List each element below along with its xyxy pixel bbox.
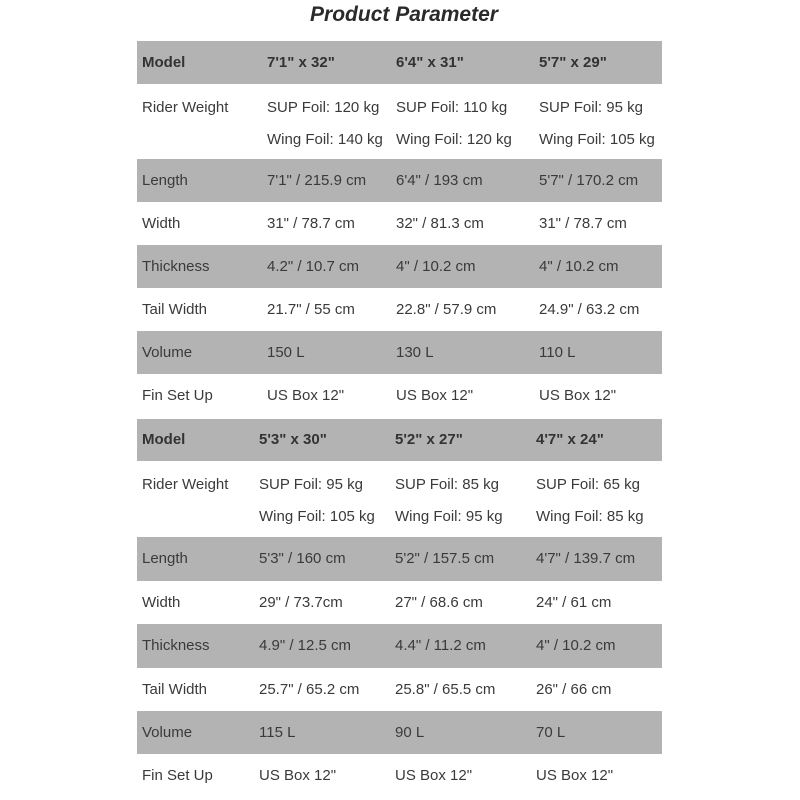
table-cell: 4'7" / 139.7 cm xyxy=(536,550,636,567)
page-title: Product Parameter xyxy=(310,3,498,26)
table-cell: 26" / 66 cm xyxy=(536,680,612,698)
table-row-width xyxy=(137,202,662,245)
row-label: Width xyxy=(142,593,181,611)
table-cell: 25.8" / 65.5 cm xyxy=(395,680,496,698)
table-cell: 24" / 61 cm xyxy=(536,593,612,611)
row-label: Rider Weight xyxy=(142,99,229,116)
row-label: Rider Weight xyxy=(142,476,229,493)
table-cell: 4.9" / 12.5 cm xyxy=(259,637,352,654)
table-header-row xyxy=(137,419,662,461)
table-cell: US Box 12" xyxy=(259,766,337,784)
table-row-length xyxy=(137,537,662,581)
table-cell: SUP Foil: 120 kg xyxy=(267,99,380,116)
table-cell: 150 L xyxy=(267,343,305,361)
table-cell: 4.4" / 11.2 cm xyxy=(395,637,486,654)
table-cell: 4.2" / 10.7 cm xyxy=(267,257,360,275)
table-row-thickness xyxy=(137,245,662,288)
table-cell: 130 L xyxy=(396,343,434,361)
table-cell: US Box 12" xyxy=(536,766,614,784)
table-cell: 6'4" / 193 cm xyxy=(396,171,483,189)
row-label: Volume xyxy=(142,343,193,361)
table-cell: Wing Foil: 95 kg xyxy=(395,508,503,525)
column-header-label: Model xyxy=(142,431,186,448)
table-row-rider-weight xyxy=(137,461,662,537)
table-cell: 5'3" / 160 cm xyxy=(259,550,346,567)
table-row-fin-set-up xyxy=(137,374,662,417)
row-label: Tail Width xyxy=(142,680,208,698)
table-cell: 4" / 10.2 cm xyxy=(539,257,619,275)
table-row-volume xyxy=(137,331,662,374)
table-row-volume xyxy=(137,711,662,754)
model-header: 7'1" x 32" xyxy=(267,53,335,71)
table-cell: US Box 12" xyxy=(396,386,474,404)
table-row-rider-weight xyxy=(137,84,662,159)
row-label: Fin Set Up xyxy=(142,386,213,404)
model-header: 4'7" x 24" xyxy=(536,431,604,448)
table-cell: SUP Foil: 110 kg xyxy=(396,99,508,116)
table-header-row xyxy=(137,41,662,84)
table-cell: 31" / 78.7 cm xyxy=(267,214,355,232)
table-cell: SUP Foil: 65 kg xyxy=(536,476,640,493)
table-cell: 70 L xyxy=(536,723,566,741)
table-cell: 27" / 68.6 cm xyxy=(395,593,483,611)
model-header: 5'2" x 27" xyxy=(395,431,463,448)
table-cell: 21.7" / 55 cm xyxy=(267,300,355,318)
table-cell: 31" / 78.7 cm xyxy=(539,214,627,232)
spec-table-2 xyxy=(137,419,662,797)
row-label: Length xyxy=(142,171,188,189)
table-cell: 7'1" / 215.9 cm xyxy=(267,171,367,189)
table-cell: SUP Foil: 85 kg xyxy=(395,476,499,493)
row-label: Thickness xyxy=(142,637,210,654)
table-cell: 4" / 10.2 cm xyxy=(536,637,616,654)
table-cell: Wing Foil: 85 kg xyxy=(536,508,644,525)
table-cell: Wing Foil: 105 kg xyxy=(539,131,655,148)
table-cell: 22.8" / 57.9 cm xyxy=(396,300,497,318)
table-cell: 5'7" / 170.2 cm xyxy=(539,171,639,189)
table-cell: 115 L xyxy=(259,723,296,741)
row-label: Length xyxy=(142,550,188,567)
column-header-label: Model xyxy=(142,53,186,71)
row-label: Tail Width xyxy=(142,300,208,318)
row-label: Fin Set Up xyxy=(142,766,213,784)
table-cell: SUP Foil: 95 kg xyxy=(259,476,363,493)
table-cell: SUP Foil: 95 kg xyxy=(539,99,643,116)
model-header: 5'3" x 30" xyxy=(259,431,327,448)
row-label: Volume xyxy=(142,723,193,741)
table-cell: Wing Foil: 140 kg xyxy=(267,131,383,148)
table-cell: 110 L xyxy=(539,343,576,361)
table-cell: Wing Foil: 105 kg xyxy=(259,508,375,525)
table-cell: 25.7" / 65.2 cm xyxy=(259,680,360,698)
table-cell: 4" / 10.2 cm xyxy=(396,257,476,275)
spec-table-1 xyxy=(137,41,662,417)
model-header: 5'7" x 29" xyxy=(539,53,607,71)
table-cell: 24.9" / 63.2 cm xyxy=(539,300,640,318)
table-row-tail-width xyxy=(137,668,662,711)
row-label: Thickness xyxy=(142,257,210,275)
table-cell: 5'2" / 157.5 cm xyxy=(395,550,495,567)
model-header: 6'4" x 31" xyxy=(396,53,464,71)
table-row-width xyxy=(137,581,662,624)
table-row-tail-width xyxy=(137,288,662,331)
table-cell: US Box 12" xyxy=(395,766,473,784)
table-cell: 29" / 73.7cm xyxy=(259,593,343,611)
table-row-length xyxy=(137,159,662,202)
table-cell: US Box 12" xyxy=(539,386,617,404)
table-row-fin-set-up xyxy=(137,754,662,797)
table-cell: Wing Foil: 120 kg xyxy=(396,131,512,148)
table-row-thickness xyxy=(137,624,662,668)
table-cell: 90 L xyxy=(395,723,425,741)
row-label: Width xyxy=(142,214,181,232)
table-cell: 32" / 81.3 cm xyxy=(396,214,484,232)
table-cell: US Box 12" xyxy=(267,386,345,404)
